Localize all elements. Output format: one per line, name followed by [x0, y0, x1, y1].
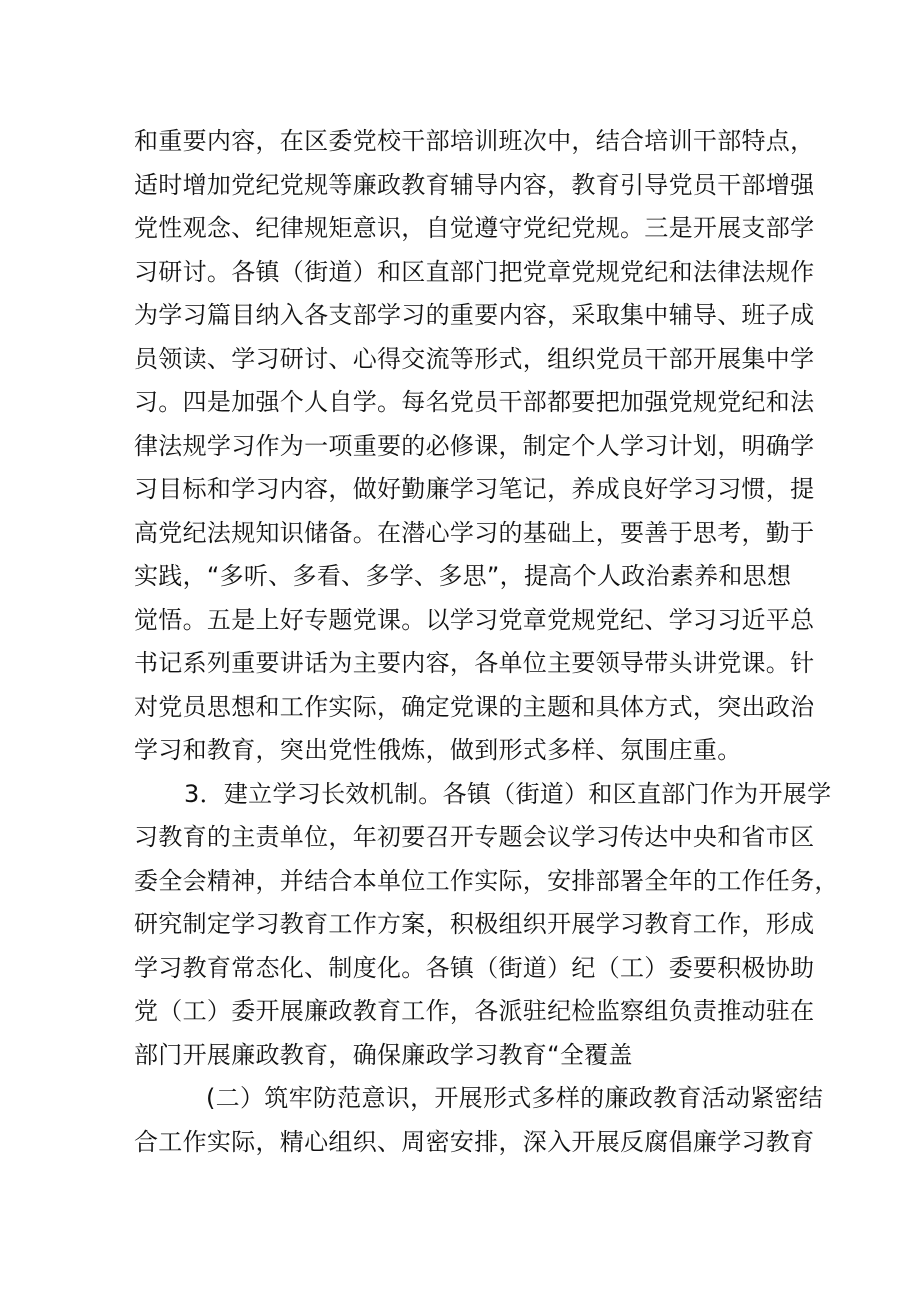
text-line: 习教育的主责单位，年初要召开专题会议学习传达中央和省市区	[134, 823, 815, 851]
text-line: 学习和教育，突出党性俄炼，做到形式多样、氛围庄重。	[134, 736, 742, 764]
text-line: 为学习篇目纳入各支部学习的重要内容，采取集中辅导、班子成	[134, 301, 815, 329]
text-line: 部门开展廉政教育，确保廉政学习教育“全覆盖	[134, 1040, 633, 1069]
text-line: 3．建立学习长效机制。各镇（街道）和区直部门作为开展学	[184, 779, 832, 808]
text-line: 习研讨。各镇（街道）和区直部门把党章党规党纪和法律法规作	[134, 257, 815, 286]
paragraph-2	[134, 773, 839, 1078]
text-line: 书记系列重要讲话为主要内容，各单位主要领导带头讲党课。针	[134, 649, 815, 677]
text-line: 实践，“多听、多看、多学、多思”，提高个人政治素养和思想	[134, 562, 792, 590]
text-line: 党（工）委开展廉政教育工作，各派驻纪检监察组负责推动驻在	[134, 997, 815, 1025]
text-line: 和重要内容，在区委党校干部培训班次中，结合培训干部特点，	[134, 127, 815, 155]
text-line: 律法规学习作为一项重要的必修课，制定个人学习计划，明确学	[134, 431, 815, 460]
text-line: 合工作实际，精心组织、周密安排，深入开展反腐倡廉学习教育	[134, 1127, 815, 1156]
text-line: 对党员思想和工作实际，确定党课的主题和具体方式，突出政治	[134, 692, 815, 721]
text-line: 学习教育常态化、制度化。各镇（街道）纪（工）委要积极协助	[134, 953, 815, 982]
text-line: 员领读、学习研讨、心得交流等形式，组织党员干部开展集中学	[134, 344, 815, 373]
document-body	[134, 120, 839, 1164]
paragraph-3	[134, 1077, 824, 1164]
text-line: 委全会精神，并结合本单位工作实际，安排部署全年的工作任务，	[134, 866, 839, 895]
paragraph-1	[134, 120, 815, 773]
text-line: 觉悟。五是上好专题党课。以学习党章党规党纪、学习习近平总	[134, 605, 815, 634]
text-line: 习目标和学习内容，做好勤廉学习笔记，养成良好学习习惯，提	[134, 475, 815, 503]
text-line: 适时增加党纪党规等廉政教育辅导内容，教育引导党员干部增强	[134, 170, 815, 199]
text-line: 研究制定学习教育工作方案，积极组织开展学习教育工作，形成	[134, 910, 815, 938]
text-line: (二）筑牢防范意识，开展形式多样的廉政教育活动紧密结	[206, 1084, 824, 1112]
text-line: 高党纪法规知识储备。在潜心学习的基础上，要善于思考，勤于	[134, 518, 815, 547]
text-line: 党性观念、纪律规矩意识，自觉遵守党纪党规。三是开展支部学	[134, 214, 815, 242]
text-line: 习。四是加强个人自学。每名党员干部都要把加强党规党纪和法	[134, 388, 815, 416]
